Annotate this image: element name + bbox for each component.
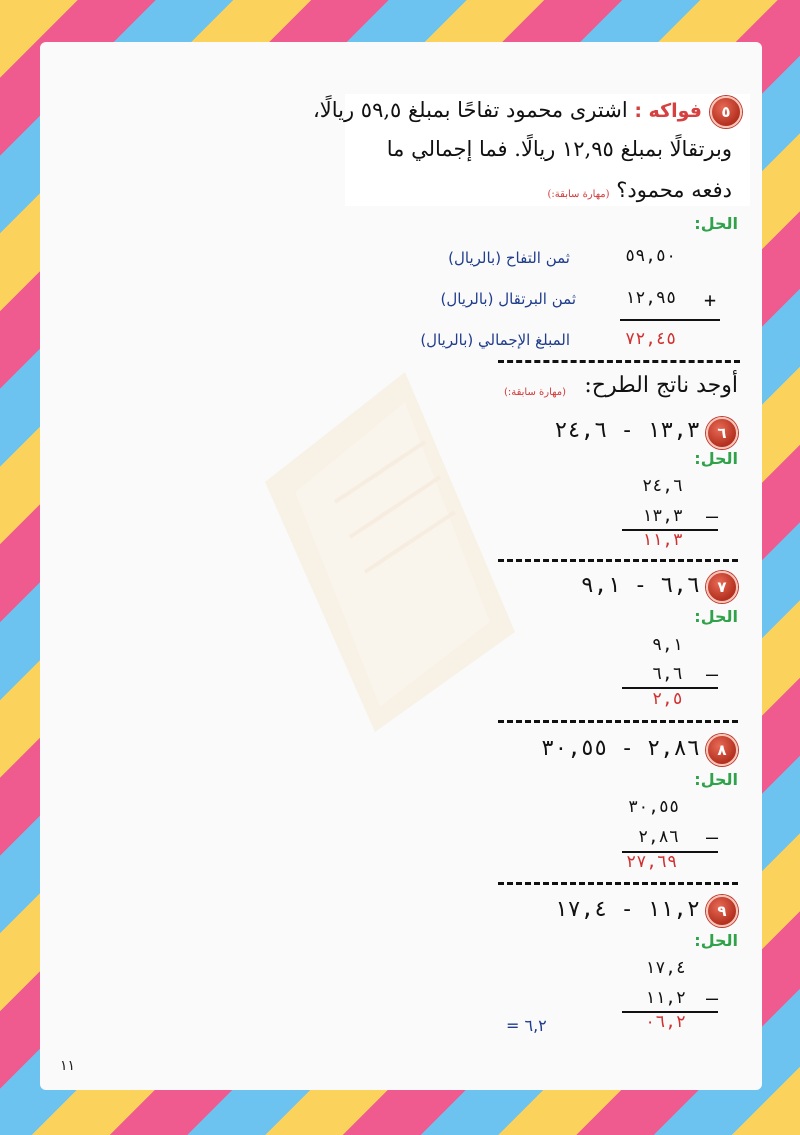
problem-8-solution-label: الحل: — [694, 770, 738, 789]
problem-9-expression: ١١,٢ - ١٧,٤ — [554, 897, 700, 922]
section-skill-note: (مهارة سابقة:) — [503, 387, 566, 398]
problem-7-bottom: ٦,٦ — [652, 664, 683, 684]
divider — [498, 360, 740, 363]
problem-7-solution-label: الحل: — [694, 607, 738, 626]
worksheet-page — [40, 42, 762, 1090]
q5-value-apples: ٥٩,٥٠ — [625, 246, 677, 266]
problem-9-bottom: ١١,٢ — [645, 988, 686, 1008]
question-5-line-2: وبرتقالًا بمبلغ ١٢,٩٥ ريالًا. فما إجمالي ما — [386, 137, 732, 161]
problem-9-operator: – — [706, 986, 719, 1010]
problem-8-badge: ٨ — [706, 734, 738, 766]
problem-7-expression: ٦,٦ - ٩,١ — [580, 573, 700, 598]
question-5-badge: ٥ — [710, 96, 742, 128]
problem-7-top: ٩,١ — [652, 635, 683, 655]
problem-7-answer: ٢,٥ — [652, 689, 683, 709]
problem-8-expression: ٢,٨٦ - ٣٠,٥٥ — [541, 736, 700, 761]
question-5-line-3: دفعه محمود؟ (مهارة سابقة:) — [547, 178, 732, 202]
problem-9-badge: ٩ — [706, 895, 738, 927]
q5-label-apples: ثمن التفاح (بالريال) — [448, 249, 570, 267]
question-5-line-1: فواكه : اشترى محمود تفاحًا بمبلغ ٥٩,٥ ريالًا، — [312, 98, 702, 122]
page-number: ١١ — [60, 1058, 76, 1074]
problem-6-top: ٢٤,٦ — [642, 476, 683, 496]
problem-8-operator: – — [706, 825, 719, 849]
divider — [498, 882, 738, 885]
problem-9-note: ٦,٢ = — [506, 1016, 547, 1035]
problem-7-operator: – — [706, 662, 719, 686]
problem-6-answer: ١١,٣ — [642, 530, 683, 550]
q5-label-total: المبلغ الإجمالي (بالريال) — [420, 331, 570, 349]
q5-sum-line — [620, 319, 720, 321]
problem-6-expression: ١٣,٣ - ٢٤,٦ — [554, 418, 700, 443]
q5-operator: + — [704, 288, 717, 312]
problem-6-operator: – — [706, 504, 719, 528]
skill-note: (مهارة سابقة:) — [547, 189, 610, 200]
question-5-solution-label: الحل: — [694, 214, 738, 233]
q5-answer: ٧٢,٤٥ — [625, 329, 677, 349]
problem-8-top: ٣٠,٥٥ — [628, 797, 680, 817]
problem-8-answer: ٢٧,٦٩ — [626, 852, 678, 872]
q5-label-oranges: ثمن البرتقال (بالريال) — [440, 290, 576, 308]
problem-7-badge: ٧ — [706, 571, 738, 603]
book-watermark-icon — [255, 362, 525, 742]
problem-9-top: ١٧,٤ — [645, 958, 686, 978]
divider — [498, 720, 738, 723]
problem-9-solution-label: الحل: — [694, 931, 738, 950]
problem-8-bottom: ٢,٨٦ — [638, 827, 679, 847]
problem-6-solution-label: الحل: — [694, 449, 738, 468]
problem-6-badge: ٦ — [706, 417, 738, 449]
section-title: أوجد ناتج الطرح: — [584, 373, 738, 398]
problem-9-answer: ٠٦,٢ — [645, 1012, 686, 1032]
q5-value-oranges: ١٢,٩٥ — [625, 288, 677, 308]
divider — [498, 559, 738, 562]
question-5-label: فواكه : — [634, 100, 702, 122]
problem-6-bottom: ١٣,٣ — [642, 506, 683, 526]
